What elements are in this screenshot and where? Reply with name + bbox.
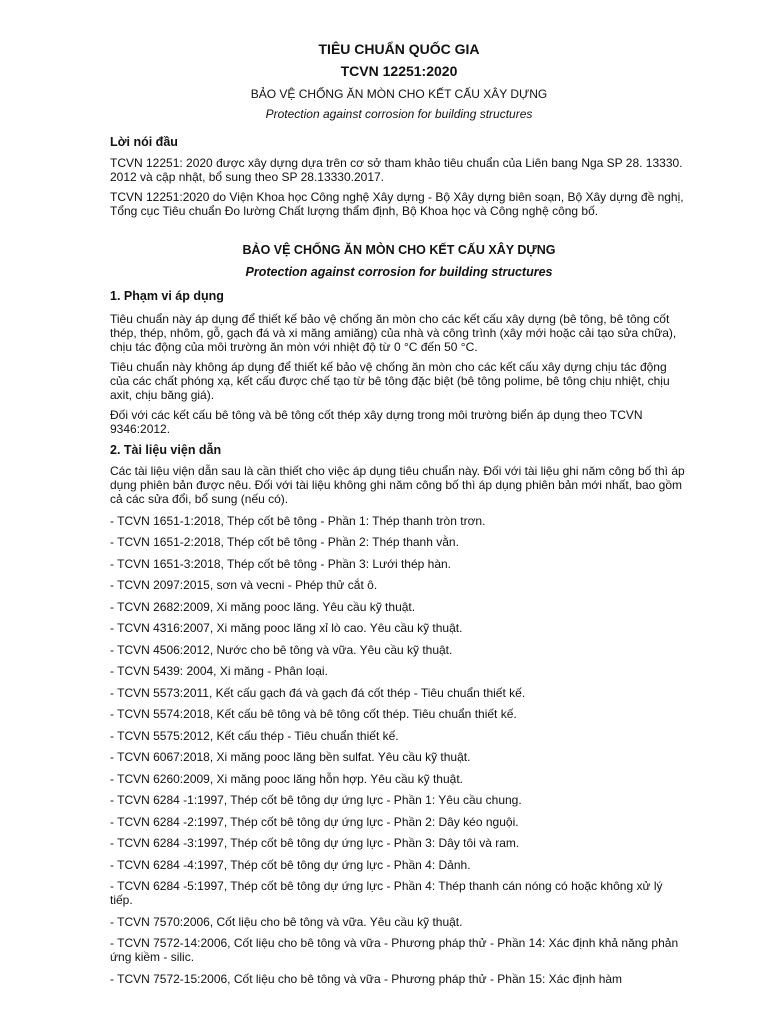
reference-item: - TCVN 2682:2009, Xi măng pooc lăng. Yêu cầu kỹ thuật.	[110, 599, 416, 614]
foreword-heading: Lời nói đầu	[110, 135, 178, 149]
reference-item: - TCVN 7572-14:2006, Cốt liệu cho bê tông và vữa - Phương pháp thử - Phần 14: Xác định khả năng phản ứng kiềm - silic.	[110, 936, 679, 964]
section-2-heading: 2. Tài liệu viện dẫn	[110, 443, 222, 457]
section-1-heading: 1. Phạm vi áp dụng	[110, 289, 224, 303]
standard-label: TIÊU CHUẨN QUỐC GIA	[318, 41, 480, 57]
section-1-paragraph: Tiêu chuẩn này áp dụng để thiết kế bảo vệ chống ăn mòn cho các kết cấu xây dựng (bê tông, bê tông cốt thép, thép, nhôm, gỗ, gạch đá và xi măng amiăng) của nhà và công trình (xây mới hoặc cải tạo sửa chữa), chịu tác động của môi trường ăn mòn với nhiệt độ từ 0 °C đến 50 °C.	[110, 312, 677, 354]
reference-item: - TCVN 6284 -5:1997, Thép cốt bê tông dự ứng lực - Phần 4: Thép thanh cán nóng có hoặc không xử lý tiếp.	[110, 879, 663, 907]
reference-item: - TCVN 6284 -3:1997, Thép cốt bê tông dự ứng lực - Phần 3: Dây tôi và ram.	[110, 836, 520, 850]
title-english: Protection against corrosion for building structures	[265, 107, 533, 121]
section-2-intro: Các tài liệu viện dẫn sau là cần thiết cho việc áp dụng tiêu chuẩn này. Đối với tài liệu ghi năm công bố thì áp dụng phiên bản được nêu. Đối với tài liệu không ghi năm công bố thì áp dụng phiên bản mới nhất, bao gồm cả các sửa đổi, bổ sung (nếu có).	[110, 464, 685, 506]
title-vietnamese: BẢO VỆ CHỐNG ĂN MÒN CHO KẾT CẤU XÂY DỰNG	[250, 87, 548, 101]
foreword-paragraph: TCVN 12251:2020 do Viện Khoa học Công nghệ Xây dựng - Bộ Xây dựng biên soạn, Bộ Xây dựng đề nghị, Tổng cục Tiêu chuẩn Đo lường Chất lượng thẩm định, Bộ Khoa học và Công nghệ công bố.	[110, 190, 684, 218]
standard-code: TCVN 12251:2020	[340, 63, 458, 79]
reference-item: - TCVN 6284 -2:1997, Thép cốt bê tông dự ứng lực - Phần 2: Dây kéo nguội.	[110, 814, 519, 829]
foreword-paragraph: TCVN 12251: 2020 được xây dựng dựa trên cơ sở tham khảo tiêu chuẩn của Liên bang Nga SP 28. 13330. 2012 và cập nhật, bổ sung theo SP 28.13330.2017.	[110, 156, 683, 184]
reference-item: - TCVN 6284 -1:1997, Thép cốt bê tông dự ứng lực - Phần 1: Yêu cầu chung.	[110, 793, 522, 807]
reference-item: - TCVN 5574:2018, Kết cấu bê tông và bê tông cốt thép. Tiêu chuẩn thiết kế.	[110, 707, 517, 721]
reference-item: - TCVN 2097:2015, sơn và vecni - Phép thử cắt ô.	[110, 578, 378, 592]
section-1-paragraph: Đối với các kết cấu bê tông và bê tông cốt thép xây dựng trong môi trường biển áp dụng theo TCVN 9346:2012.	[110, 408, 643, 436]
reference-item: - TCVN 5573:2011, Kết cấu gạch đá và gạch đá cốt thép - Tiêu chuẩn thiết kế.	[110, 685, 526, 700]
reference-item: - TCVN 1651-3:2018, Thép cốt bê tông - Phần 3: Lưới thép hàn.	[110, 556, 452, 571]
body-title-english: Protection against corrosion for building structures	[245, 265, 553, 279]
reference-item: - TCVN 6067:2018, Xi măng pooc lăng bền sulfat. Yêu cầu kỹ thuật.	[110, 750, 471, 764]
reference-item: - TCVN 7572-15:2006, Cốt liệu cho bê tông và vữa - Phương pháp thử - Phần 15: Xác định hàm	[110, 971, 623, 986]
reference-item: - TCVN 5439: 2004, Xi măng - Phân loại.	[110, 664, 328, 678]
reference-item: - TCVN 4316:2007, Xi măng pooc lăng xỉ lò cao. Yêu cầu kỹ thuật.	[110, 621, 463, 635]
document-header	[110, 40, 688, 122]
reference-item: - TCVN 5575:2012, Kết cấu thép - Tiêu chuẩn thiết kế.	[110, 728, 399, 743]
reference-item: - TCVN 4506:2012, Nước cho bê tông và vữa. Yêu cầu kỹ thuật.	[110, 642, 453, 657]
reference-item: - TCVN 1651-1:2018, Thép cốt bê tông - Phần 1: Thép thanh tròn trơn.	[110, 513, 486, 528]
section-1-paragraph: Tiêu chuẩn này không áp dụng để thiết kế bảo vệ chống ăn mòn cho các kết cấu xây dựng chịu tác động của các chất phóng xạ, kết cấu được chế tạo từ bê tông đặc biệt (bê tông polime, bê tông chịu nhiệt, chịu axit, chịu băng giá).	[110, 360, 670, 402]
reference-list	[110, 514, 688, 986]
body-title-vietnamese: BẢO VỆ CHỐNG ĂN MÒN CHO KẾT CẤU XÂY DỰNG	[242, 243, 556, 257]
reference-item: - TCVN 6260:2009, Xi măng pooc lăng hỗn hợp. Yêu cầu kỹ thuật.	[110, 771, 463, 786]
reference-item: - TCVN 6284 -4:1997, Thép cốt bê tông dự ứng lực - Phần 4: Dảnh.	[110, 857, 471, 872]
reference-item: - TCVN 1651-2:2018, Thép cốt bê tông - Phần 2: Thép thanh vằn.	[110, 535, 459, 549]
reference-item: - TCVN 7570:2006, Cốt liệu cho bê tông và vữa. Yêu cầu kỹ thuật.	[110, 914, 463, 929]
